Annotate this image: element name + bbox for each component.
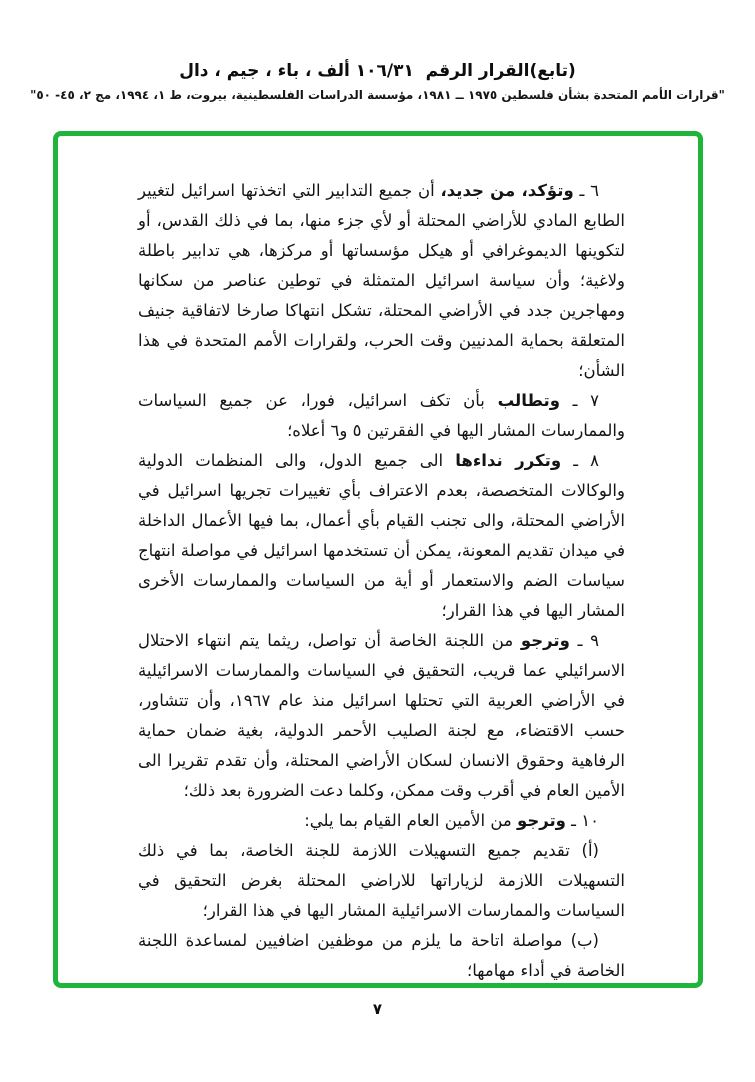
paragraph-text: تقديم جميع التسهيلات اللازمة للجنة الخاصة، بما في ذلك التسهيلات اللازمة لزياراتها للاراضي المحتلة بغرض التحقيق في السياسات والممارسات الاسرائيلية المشار اليها في هذا القرار؛ (138, 841, 625, 920)
green-border-frame (53, 131, 703, 988)
paragraph-10a (138, 836, 625, 926)
page-header (0, 58, 755, 104)
paragraph-lead-bold: وترجو (520, 631, 570, 650)
paragraph-6 (138, 176, 625, 386)
paragraph-10b (138, 926, 625, 986)
paragraph-text: من الأمين العام القيام بما يلي: (304, 811, 517, 830)
paragraph-number: ٧ ـ (559, 391, 599, 410)
paragraph-10 (138, 806, 625, 836)
paragraph-number: (أ) (569, 841, 599, 860)
paragraph-number: (ب) (562, 931, 599, 950)
paragraph-lead-bold: وتطالب (497, 391, 560, 410)
paragraph-7 (138, 386, 625, 446)
paragraph-lead-bold: وترجو (516, 811, 566, 830)
paragraph-number: ٨ ـ (561, 451, 600, 470)
paragraph-9 (138, 626, 625, 806)
paragraph-8 (138, 446, 625, 626)
paragraph-number: ٦ ـ (573, 181, 599, 200)
paragraph-number: ١٠ ـ (565, 811, 599, 830)
resolution-text-block (138, 176, 625, 986)
paragraph-lead-bold: وتؤكد، من جديد، (440, 181, 574, 200)
paragraph-number: ٩ ـ (569, 631, 599, 650)
paragraph-lead-bold: وتكرر نداءها (455, 451, 562, 470)
paragraph-text: مواصلة اتاحة ما يلزم من موظفين اضافيين لمساعدة اللجنة الخاصة في أداء مهامها؛ (138, 931, 625, 980)
resolution-title: (تابع)القرار الرقم ١٠٦/٣١ ألف ، باء ، جيم ، دال (179, 61, 576, 81)
paragraph-text: بأن تكف اسرائيل، فورا، عن جميع السياسات والممارسات المشار اليها في الفقرتين ٥ و٦ أعلاه؛ (138, 391, 625, 440)
page-number: ٧ (372, 1000, 383, 1018)
paragraph-text: الى جميع الدول، والى المنظمات الدولية والوكالات المتخصصة، بعدم الاعتراف بأي تغييرات تجريها اسرائيل في الأراضي المحتلة، والى تجنب القيام بأي أعمال، بما فيها الأعمال الداخلة في ميدان تقديم المعونة، يمكن أن تستخدمها اسرائيل في مواصلة انتهاج سياسات الضم والاستعمار أو أية من السياسات والممارسات الأخرى المشار اليها في هذا القرار؛ (138, 451, 625, 620)
source-citation-line: "قرارات الأمم المتحدة بشأن فلسطين ١٩٧٥ ــ ١٩٨١، مؤسسة الدراسات الفلسطينية، بيروت، ط ١، ١٩٩٤، مج ٢، ٤٥- ٥٠" (30, 88, 725, 102)
paragraph-text: أن جميع التدابير التي اتخذتها اسرائيل لتغيير الطابع المادي للأراضي المحتلة أو لأي جزء منها، بما في ذلك القدس، أو لتكوينها الديموغرافي أو هيكل مؤسساتها أو مركزها، هي تدابير باطلة ولاغية؛ وأن سياسة اسرائيل المتمثلة في توطين عناصر من سكانها ومهاجرين جدد في الأراضي المحتلة، تشكل انتهاكا صارخا لاتفاقية جنيف المتعلقة بحماية المدنيين وقت الحرب، ولقرارات الأمم المتحدة في هذا الشأن؛ (138, 181, 625, 380)
paragraph-text: من اللجنة الخاصة أن تواصل، ريثما يتم انتهاء الاحتلال الاسرائيلي عما قريب، التحقيق في السياسات والممارسات الاسرائيلية في الأراضي العربية التي تحتلها اسرائيل منذ عام ١٩٦٧، وأن تتشاور، حسب الاقتضاء، مع لجنة الصليب الأحمر الدولية، بغية ضمان حماية الرفاهية وحقوق الانسان لسكان الأراضي المحتلة، وأن تقدم تقريرا الى الأمين العام في أقرب وقت ممكن، وكلما دعت الضرورة بعد ذلك؛ (138, 631, 625, 800)
